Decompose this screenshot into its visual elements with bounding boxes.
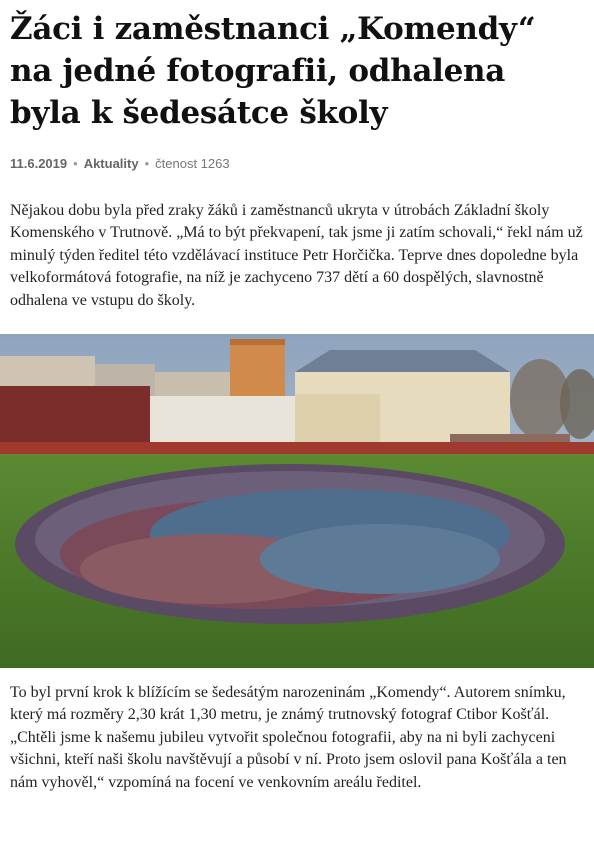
read-count: čtenost 1263 (155, 156, 230, 171)
article-lead: Nějakou dobu byla před zraky žáků i zaměstnanců ukryta v útrobách Základní školy Komenského v Trutnově. „Má to být překvapení, tak jsme ji zatím schovali,“ řekl nám už minulý týden ředitel této vzdělávací instituce Petr Horčička. Teprve dnes dopoledne byla velkoformátová fotografie, na níž je zachyceno 737 dětí a 60 dospělých, slavnostně odhalena ve vstupu do školy. (10, 202, 583, 309)
article-title: Žáci i zaměstnanci „Komendy“ na jedné fotografii, odhalena byla k šedesátce školy (10, 11, 536, 131)
group-photo (0, 334, 594, 668)
meta-separator: • (144, 156, 150, 171)
article-paragraph: To byl první krok k blížícím se šedesátým narozeninám „Komendy“. Autorem snímku, který má rozměry 2,30 krát 1,30 metru, je známý trutnovský fotograf Ctibor Košťál. „Chtěli jsme k našemu jubileu vytvořit společnou fotografii, aby na ni byli zachyceni všichni, kteří naši školu navštěvují a působí v ní. Proto jsem oslovil pana Košťála a ten nám vyhověl,“ vzpomíná na focení ve venkovním areálu ředitel. (10, 684, 567, 791)
meta-separator: • (73, 156, 78, 171)
article-date: 11.6.2019 (10, 156, 68, 171)
article-meta (0, 134, 594, 172)
category-link[interactable]: Aktuality (83, 156, 139, 171)
